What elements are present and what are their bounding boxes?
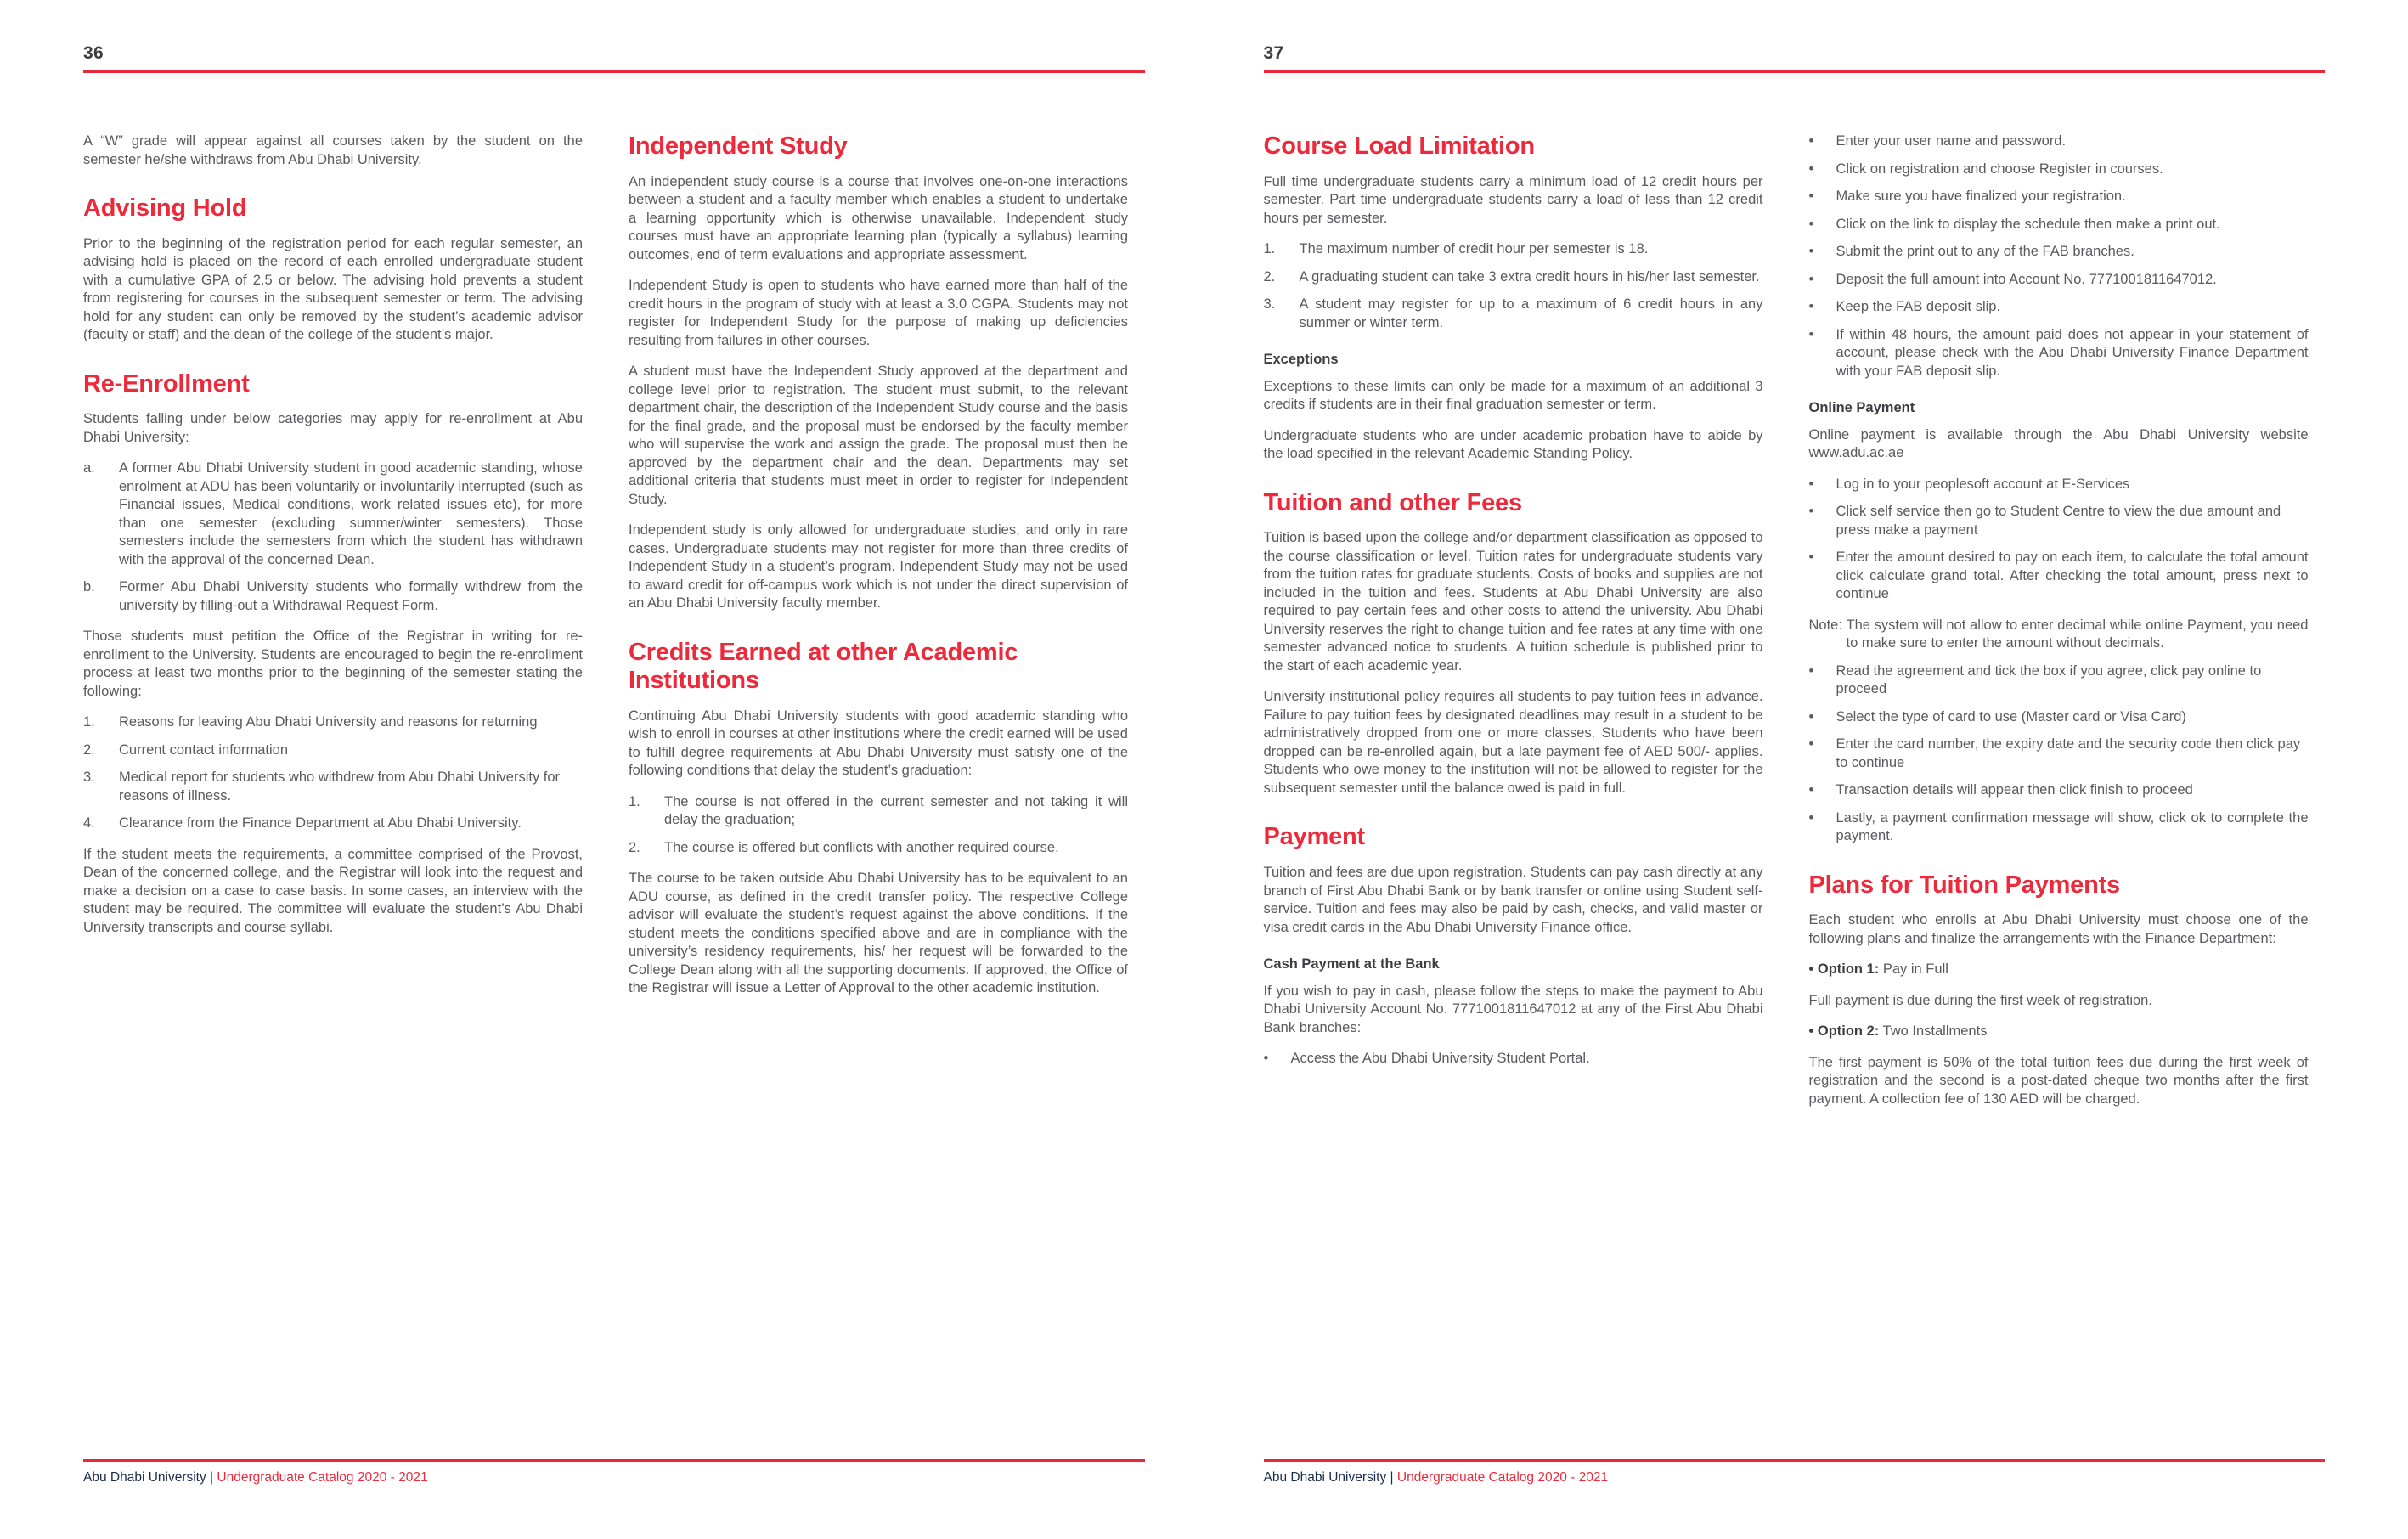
heading-cash-payment-at-the-bank: Cash Payment at the Bank bbox=[1263, 956, 1440, 972]
independent-study-p4: Independent study is only allowed for undergraduate studies, and only in rare cases. Undergraduate students may not register for more than three credits of Independent Study in a student’s program. Independent Study may not be used to award credit for off-campus work which is not under the direct supervision of an Abu Dhabi University faculty member. bbox=[629, 522, 1128, 612]
bullet-icon: • bbox=[1808, 708, 1814, 724]
list-item bbox=[1809, 809, 2309, 846]
re-enrollment-intro: Students falling under below categories may apply for re-enrollment at Abu Dhabi University: bbox=[83, 411, 583, 445]
bullet-icon: • bbox=[1808, 216, 1814, 232]
page-footer-right bbox=[1264, 1459, 2326, 1486]
list-item bbox=[629, 839, 1128, 858]
bullet-icon: • bbox=[1808, 809, 1814, 826]
note-marker: Note: bbox=[1808, 617, 1842, 633]
footer-text-left bbox=[83, 1470, 1145, 1486]
list-marker: 2. bbox=[629, 839, 640, 855]
bullet-icon: • bbox=[1808, 326, 1814, 342]
footer-catalog: Undergraduate Catalog 2020 - 2021 bbox=[1396, 1470, 1609, 1485]
exceptions-p1: Exceptions to these limits can only be made for a maximum of an additional 3 credits if students are in their final graduation semester or term. bbox=[1263, 378, 1763, 413]
column-4 bbox=[1809, 132, 2309, 1457]
list-text: A former Abu Dhabi University student in good academic standing, whose enrolment at ADU has been voluntarily or involuntarily interrupted (such as Financial issues, Medical conditions, work related issues etc), for more than one semester (excluding summer/winter semesters). Those semesters include the semesters from which the student has withdrawn with the approval of the concerned Dean. bbox=[119, 460, 583, 567]
list-text: Transaction details will appear then click finish to proceed bbox=[1836, 782, 2193, 798]
bullet-icon: • bbox=[1808, 189, 1814, 204]
list-item bbox=[83, 713, 583, 732]
list-marker: 3. bbox=[83, 770, 95, 786]
committee-paragraph: If the student meets the requirements, a committee comprised of the Provost, Dean of the concerned college, and the Registrar will look into the request and make a decision on a case to case basis. In some cases, an interview with the student may be required. The committee will evaluate the student’s Abu Dhabi University transcripts and course syllabi. bbox=[83, 846, 583, 935]
list-text: Submit the print out to any of the FAB branches. bbox=[1836, 244, 2134, 259]
list-text: Make sure you have finalized your registration. bbox=[1836, 189, 2126, 204]
list-text: The maximum number of credit hour per semester is 18. bbox=[1299, 241, 1649, 257]
list-item bbox=[83, 815, 583, 833]
list-text: Lastly, a payment confirmation message will show, click ok to complete the payment. bbox=[1836, 809, 2309, 844]
heading-exceptions: Exceptions bbox=[1263, 352, 1339, 368]
option-1-rest: Pay in Full bbox=[1879, 961, 1948, 978]
re-enrollment-requirements bbox=[83, 713, 583, 833]
list-text: Enter the card number, the expiry date and the security code then click pay to continue bbox=[1836, 736, 2301, 770]
bullet-icon: • bbox=[1808, 476, 1814, 492]
online-payment-note bbox=[1809, 617, 2309, 653]
heading-tuition-and-other-fees: Tuition and other Fees bbox=[1263, 488, 1522, 516]
bullet-icon: • bbox=[1808, 161, 1814, 177]
list-item bbox=[1809, 161, 2309, 179]
list-text: A graduating student can take 3 extra credit hours in his/her last semester. bbox=[1299, 268, 1760, 285]
list-marker: 1. bbox=[629, 793, 640, 809]
list-text: A student may register for up to a maximum of 6 credit hours in any summer or winter term. bbox=[1299, 296, 1763, 330]
petition-paragraph: Those students must petition the Office of the Registrar in writing for re-enrollment to the University. Students are encouraged to begin the re-enrollment process at least two months prior to the beginning of the semester stating the following: bbox=[83, 629, 583, 699]
bullet-icon: • bbox=[1808, 271, 1814, 287]
plans-p1: Each student who enrolls at Abu Dhabi University must choose one of the following plans and finalize the arrangements with the Finance Department: bbox=[1808, 912, 2309, 946]
list-item bbox=[1809, 243, 2309, 262]
bullet-icon: • bbox=[1808, 736, 1814, 753]
heading-independent-study: Independent Study bbox=[629, 132, 848, 160]
footer-rule-right bbox=[1264, 1459, 2326, 1462]
list-text: Deposit the full amount into Account No. 7771001811647012. bbox=[1836, 271, 2217, 287]
list-text: Click on registration and choose Register in courses. bbox=[1836, 161, 2163, 177]
footer-rule-left bbox=[83, 1459, 1145, 1462]
course-load-p1: Full time undergraduate students carry a minimum load of 12 credit hours per semester. Part time undergraduate students carry a load of less than 12 credit hours per semester. bbox=[1263, 173, 1763, 226]
page-header-left bbox=[83, 44, 1145, 76]
column-1 bbox=[83, 132, 583, 1457]
columns-left bbox=[83, 132, 1145, 1457]
list-text: Medical report for students who withdrew from Abu Dhabi University for reasons of illness. bbox=[119, 770, 561, 803]
page-37 bbox=[1204, 0, 2408, 1539]
list-item bbox=[83, 741, 583, 760]
list-text: The course is not offered in the current semester and not taking it will delay the graduation; bbox=[664, 793, 1128, 828]
footer-university: Abu Dhabi University bbox=[83, 1470, 206, 1485]
independent-study-p2: Independent Study is open to students who have earned more than half of the credit hours in the program of study with at least a 3.0 CGPA. Students may not register for Independent Study for the purpose of making up deficiencies resulting from failures in other courses. bbox=[629, 278, 1128, 348]
option-2-label: • Option 2: bbox=[1808, 1023, 1880, 1040]
footer-separator: | bbox=[210, 1470, 214, 1485]
list-item bbox=[1809, 708, 2309, 727]
list-item bbox=[1809, 216, 2309, 234]
heading-plans-for-tuition-payments: Plans for Tuition Payments bbox=[1808, 871, 2120, 899]
bank-steps-bullets bbox=[1809, 132, 2309, 381]
list-item bbox=[1264, 1050, 1763, 1068]
bullet-icon: • bbox=[1808, 550, 1814, 566]
exceptions-p2: Undergraduate students who are under academic probation have to abide by the load specified in the relevant Academic Standing Policy. bbox=[1263, 427, 1763, 462]
tuition-p2: University institutional policy requires all students to pay tuition fees in advance. Failure to pay tuition fees by designated deadlines may result in a student to be administratively dropped from one or more classes. Students who have been dropped can be re-enrolled again, but a late payment fee of AED 500/- applies. Students who owe money to the institution will not be allowed to register for the subsequent semester until the balance owed is paid in full. bbox=[1263, 689, 1763, 796]
bullet-icon: • bbox=[1263, 1051, 1269, 1067]
heading-advising-hold: Advising Hold bbox=[83, 194, 247, 222]
credits-earned-p2: The course to be taken outside Abu Dhabi University has to be equivalent to an ADU course, as defined in the credit transfer policy. The respective College advisor will evaluate the student’s request against the above conditions. If the student meets the conditions specified above and are in compliance with the university’s residency requirements, his/ her request will be forwarded to the College Dean along with all the supporting documents. If approved, the Office of the Registrar will issue a Letter of Approval to the other academic institution. bbox=[629, 871, 1128, 996]
list-text: Enter your user name and password. bbox=[1836, 133, 2067, 149]
list-text: Current contact information bbox=[119, 741, 289, 758]
footer-catalog: Undergraduate Catalog 2020 - 2021 bbox=[217, 1470, 428, 1485]
list-text: Enter the amount desired to pay on each item, to calculate the total amount click calculate grand total. After checking the total amount, press next to continue bbox=[1836, 550, 2309, 602]
list-item bbox=[1809, 476, 2309, 494]
bullet-icon: • bbox=[1808, 244, 1814, 259]
list-item bbox=[1809, 271, 2309, 290]
list-item bbox=[629, 793, 1128, 830]
list-item bbox=[1809, 736, 2309, 772]
list-item bbox=[83, 459, 583, 569]
option-1-body: Full payment is due during the first week of registration. bbox=[1808, 992, 2152, 1008]
header-rule-right bbox=[1264, 70, 2326, 73]
column-3 bbox=[1264, 132, 1763, 1457]
course-load-list bbox=[1264, 240, 1763, 332]
list-item bbox=[1264, 296, 1763, 332]
independent-study-p1: An independent study course is a course that involves one-on-one interactions between a student and a faculty member which enables a student to undertake a learning opportunity which is otherwise unavailable. Independent study courses must have an appropriate learning plan (typically a syllabus) learning outcomes, end of term evaluations and appropriate assessment. bbox=[629, 173, 1128, 262]
list-item bbox=[1809, 549, 2309, 604]
list-text: Click self service then go to Student Centre to view the due amount and press make a payment bbox=[1836, 504, 2281, 538]
bullet-icon: • bbox=[1808, 504, 1814, 520]
list-marker: 2. bbox=[83, 741, 95, 758]
bullet-icon: • bbox=[1808, 662, 1814, 679]
option-1-label: • Option 1: bbox=[1808, 961, 1880, 978]
list-text: Reasons for leaving Abu Dhabi University and reasons for returning bbox=[119, 714, 538, 730]
list-item bbox=[1264, 240, 1763, 259]
cash-payment-bullets bbox=[1264, 1050, 1763, 1068]
list-text: Click on the link to display the schedule then make a print out. bbox=[1836, 216, 2220, 232]
list-marker: b. bbox=[83, 579, 95, 595]
list-item bbox=[1809, 503, 2309, 539]
cash-payment-p1: If you wish to pay in cash, please follow the steps to make the payment to Abu Dhabi University Account No. 7771001811647012 at any of the First Abu Dhabi Bank branches: bbox=[1263, 983, 1763, 1035]
list-marker: 1. bbox=[83, 714, 95, 730]
re-enrollment-categories bbox=[83, 459, 583, 615]
list-text: Log in to your peoplesoft account at E-Services bbox=[1836, 476, 2130, 492]
option-2-line bbox=[1809, 1023, 2309, 1041]
heading-course-load-limitation: Course Load Limitation bbox=[1263, 132, 1535, 160]
option-2-rest: Two Installments bbox=[1879, 1023, 1988, 1040]
bullet-icon: • bbox=[1808, 782, 1814, 798]
bullet-icon: • bbox=[1808, 299, 1814, 314]
list-marker: 4. bbox=[83, 815, 95, 832]
heading-online-payment: Online Payment bbox=[1808, 400, 1915, 415]
independent-study-p3: A student must have the Independent Study approved at the department and college level prior to registration. The student must submit, to the relevant department chair, the description of the Independent Study course and the basis for the final grade, and the proposal must be endorsed by the faculty member who will supervise the work and assign the grade. The proposal must then be approved by the department chair and the dean. Departments may set additional criteria that students must meet in order to register for Independent Study. bbox=[629, 364, 1128, 507]
heading-payment: Payment bbox=[1263, 823, 1365, 851]
list-item bbox=[83, 769, 583, 805]
note-text: The system will not allow to enter decimal while online Payment, you need to make sure to enter the amount without decimals. bbox=[1846, 617, 2309, 651]
credits-earned-conditions bbox=[629, 793, 1128, 858]
footer-text-right bbox=[1264, 1470, 2326, 1486]
payment-p1: Tuition and fees are due upon registration. Students can pay cash directly at any branch of First Abu Dhabi Bank or by bank transfer or online using Student self-service. Tuition and fees may also be paid by cash, checks, and valid master or visa credit cards in the Abu Dhabi University Finance office. bbox=[1263, 865, 1763, 935]
online-payment-bullets-2 bbox=[1809, 662, 2309, 846]
list-item bbox=[1264, 268, 1763, 287]
list-item bbox=[1809, 326, 2309, 381]
list-item bbox=[1809, 188, 2309, 206]
list-item bbox=[83, 578, 583, 615]
credits-earned-p1: Continuing Abu Dhabi University students with good academic standing who wish to enroll in courses at other institutions where the credit earned will be used to fulfill degree requirements at Abu Dhabi University must satisfy one of the following conditions that delay the student’s graduation: bbox=[629, 707, 1128, 779]
list-text: Read the agreement and tick the box if you agree, click pay online to proceed bbox=[1836, 662, 2262, 697]
online-payment-p1: Online payment is available through the Abu Dhabi University website www.adu.ac.ae bbox=[1808, 426, 2309, 461]
list-item bbox=[1809, 132, 2309, 151]
list-marker: 3. bbox=[1263, 296, 1276, 313]
list-text: Former Abu Dhabi University students who formally withdrew from the university by filling-out a Withdrawal Request Form. bbox=[119, 579, 583, 613]
page-header-right bbox=[1264, 44, 2326, 76]
list-text: Keep the FAB deposit slip. bbox=[1836, 299, 2001, 314]
list-item bbox=[1809, 662, 2309, 699]
list-marker: 2. bbox=[1263, 268, 1276, 285]
list-marker: a. bbox=[83, 460, 95, 476]
option-2-body: The first payment is 50% of the total tuition fees due during the first week of registration and the second is a post-dated cheque two months after the first payment. A collection fee of 130 AED will be charged. bbox=[1808, 1054, 2309, 1107]
footer-university: Abu Dhabi University bbox=[1263, 1470, 1387, 1485]
advising-hold-body: Prior to the beginning of the registration period for each regular semester, an advising hold is placed on the record of each enrolled undergraduate student with a cumulative GPA of 2.5 or below. The advising hold prevents a student from registering for courses in the subsequent semester or term. The advising hold for any student can only be removed by the student’s academic advisor (faculty or staff) and the dean of the college of the student’s major. bbox=[83, 235, 583, 343]
columns-right bbox=[1264, 132, 2326, 1457]
page-footer-left bbox=[83, 1459, 1145, 1486]
online-payment-bullets-1 bbox=[1809, 476, 2309, 604]
list-text: Clearance from the Finance Department at Abu Dhabi University. bbox=[119, 815, 522, 832]
page-number-left: 36 bbox=[83, 43, 104, 63]
intro-paragraph: A “W” grade will appear against all courses taken by the student on the semester he/she withdraws from Abu Dhabi University. bbox=[83, 133, 583, 167]
header-rule-left bbox=[83, 70, 1145, 73]
list-text: Access the Abu Dhabi University Student Portal. bbox=[1290, 1051, 1590, 1067]
list-text: The course is offered but conflicts with another required course. bbox=[664, 839, 1059, 855]
heading-re-enrollment: Re-Enrollment bbox=[83, 369, 250, 397]
page-number-right: 37 bbox=[1263, 43, 1284, 63]
option-1-line bbox=[1809, 961, 2309, 979]
column-2 bbox=[629, 132, 1128, 1457]
list-text: If within 48 hours, the amount paid does not appear in your statement of account, please check with the Abu Dhabi University Finance Department with your FAB deposit slip. bbox=[1836, 326, 2309, 379]
footer-separator: | bbox=[1390, 1470, 1394, 1485]
list-text: Select the type of card to use (Master card or Visa Card) bbox=[1836, 708, 2186, 724]
tuition-p1: Tuition is based upon the college and/or department classification as opposed to the course classification or level. Tuition rates for undergraduate students vary from the tuition rates for graduate students. Costs of books and supplies are not included in the tuition and fees. Students at Abu Dhabi University are also required to pay certain fees and other costs to attend the university. Abu Dhabi University reserves the right to change tuition and fee rates at any time with one semester advanced notice to students. A tuition schedule is published prior to the start of each academic year. bbox=[1263, 530, 1763, 674]
bullet-icon: • bbox=[1808, 133, 1814, 149]
list-marker: 1. bbox=[1263, 241, 1276, 257]
list-item bbox=[1809, 298, 2309, 317]
list-item bbox=[1809, 781, 2309, 800]
heading-credits-earned: Credits Earned at other Academic Institutions bbox=[629, 638, 1018, 695]
